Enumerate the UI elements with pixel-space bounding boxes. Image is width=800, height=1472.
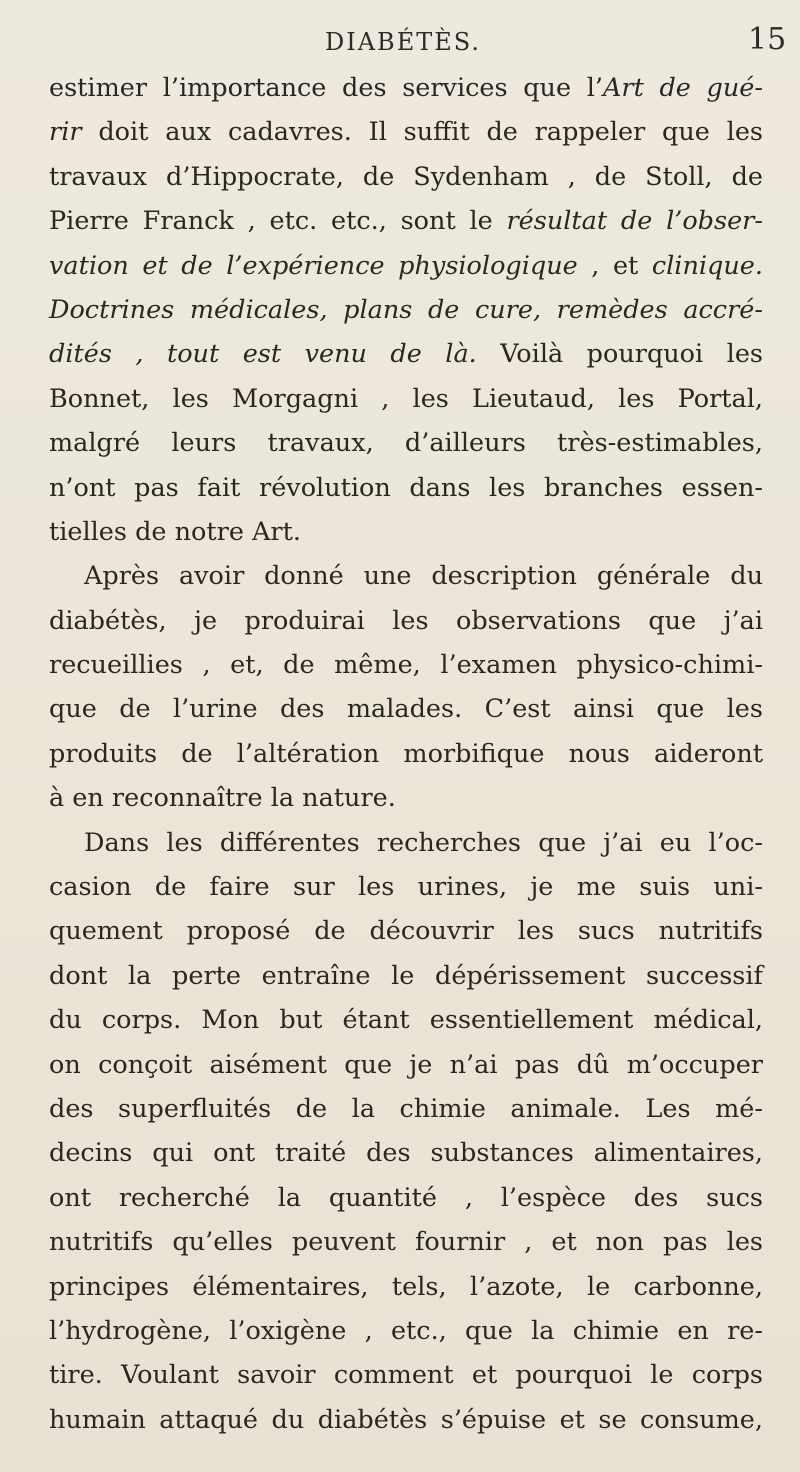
text-line (49, 821, 763, 865)
text-run: Voilà pourquoi les (476, 339, 763, 370)
italic-text: Doctrines médicales, plans de cure, remèdes accré- (49, 294, 763, 325)
text-run: travaux d’Hippocrate, de Sydenham , de Stoll, de (49, 161, 763, 192)
text-run: des superfluités de la chimie animale. Les mé- (49, 1093, 763, 1124)
text-line (49, 1398, 763, 1442)
text-run: Pierre Franck , etc. etc., sont le (49, 206, 507, 237)
text-line (49, 599, 763, 643)
text-run: principes élémentaires, tels, l’azote, le carbonne, (49, 1271, 763, 1302)
text-line (49, 865, 763, 909)
text-line (49, 377, 763, 421)
text-run: Bonnet, les Morgagni , les Lieutaud, les Portal, (49, 383, 763, 414)
text-line (49, 110, 763, 154)
text-run: l’hydrogène, l’oxigène , etc., que la chimie en re- (49, 1315, 763, 1346)
text-run: casion de faire sur les urines, je me suis uni- (49, 872, 763, 903)
text-run: n’ont pas fait révolution dans les branches essen- (49, 472, 763, 503)
text-line (49, 1131, 763, 1175)
text-run: Après avoir donné une description générale du (84, 561, 763, 592)
body-text (49, 66, 763, 1442)
text-line (49, 1265, 763, 1309)
running-title: DIABÉTÈS. (325, 28, 481, 56)
text-line (49, 1220, 763, 1264)
text-line (49, 954, 763, 998)
text-line (49, 732, 763, 776)
text-run: dont la perte entraîne le dépérissement successif (49, 960, 763, 991)
italic-text: Art de gué- (602, 73, 764, 103)
text-run: nutritifs qu’elles peuvent fournir , et non pas les (49, 1227, 763, 1258)
text-run: estimer l’importance des services que l’ (49, 73, 603, 103)
italic-text: vation et de l’expérience physiologique (49, 250, 578, 281)
text-line (49, 998, 763, 1042)
italic-text: résultat de l’obser- (506, 206, 763, 237)
text-line (49, 554, 763, 598)
italic-text: clinique. (651, 250, 763, 281)
text-run: on conçoit aisément que je n’ai pas dû m’occuper (49, 1049, 763, 1080)
text-line (49, 66, 763, 110)
text-line (49, 776, 763, 820)
text-run: humain attaqué du diabétès s’épuise et se consume, (49, 1404, 763, 1435)
text-run: du corps. Mon but étant essentiellement médical, (49, 1005, 763, 1036)
text-line (49, 1087, 763, 1131)
text-line (49, 643, 763, 687)
text-line (49, 155, 763, 199)
text-run: quement proposé de découvrir les sucs nutritifs (49, 916, 763, 947)
text-line (49, 1353, 763, 1397)
text-line (49, 1309, 763, 1353)
text-line (49, 909, 763, 953)
running-head (0, 22, 800, 58)
text-run: produits de l’altération morbifique nous aideront (49, 738, 763, 769)
text-run: ont recherché la quantité , l’espèce des sucs (49, 1182, 763, 1213)
text-run: decins qui ont traité des substances alimentaires, (49, 1138, 763, 1169)
text-line (49, 421, 763, 465)
text-line (49, 1176, 763, 1220)
text-run: tielles de notre Art. (49, 516, 301, 547)
italic-text: dités , tout est venu de là. (49, 339, 477, 370)
text-line (49, 288, 763, 332)
text-run: doit aux cadavres. Il suffit de rappeler que les (81, 117, 763, 148)
text-line (49, 466, 763, 510)
text-line (49, 1043, 763, 1087)
text-run: tire. Voulant savoir comment et pourquoi le corps (49, 1360, 763, 1391)
text-line (49, 510, 763, 554)
text-run: recueillies , et, de même, l’examen physico-chimi- (49, 650, 763, 681)
text-run: , et (577, 250, 652, 281)
text-line (49, 687, 763, 731)
text-line (49, 244, 763, 288)
italic-text: rir (49, 117, 82, 148)
text-line (49, 199, 763, 243)
text-line (49, 332, 763, 376)
text-run: que de l’urine des malades. C’est ainsi que les (49, 694, 763, 725)
text-run: Dans les différentes recherches que j’ai eu l’oc- (84, 827, 763, 858)
text-run: diabétès, je produirai les observations que j’ai (49, 605, 763, 636)
page-number: 15 (748, 22, 787, 57)
text-run: malgré leurs travaux, d’ailleurs très-estimables, (49, 428, 763, 459)
text-run: à en reconnaître la nature. (49, 783, 396, 814)
